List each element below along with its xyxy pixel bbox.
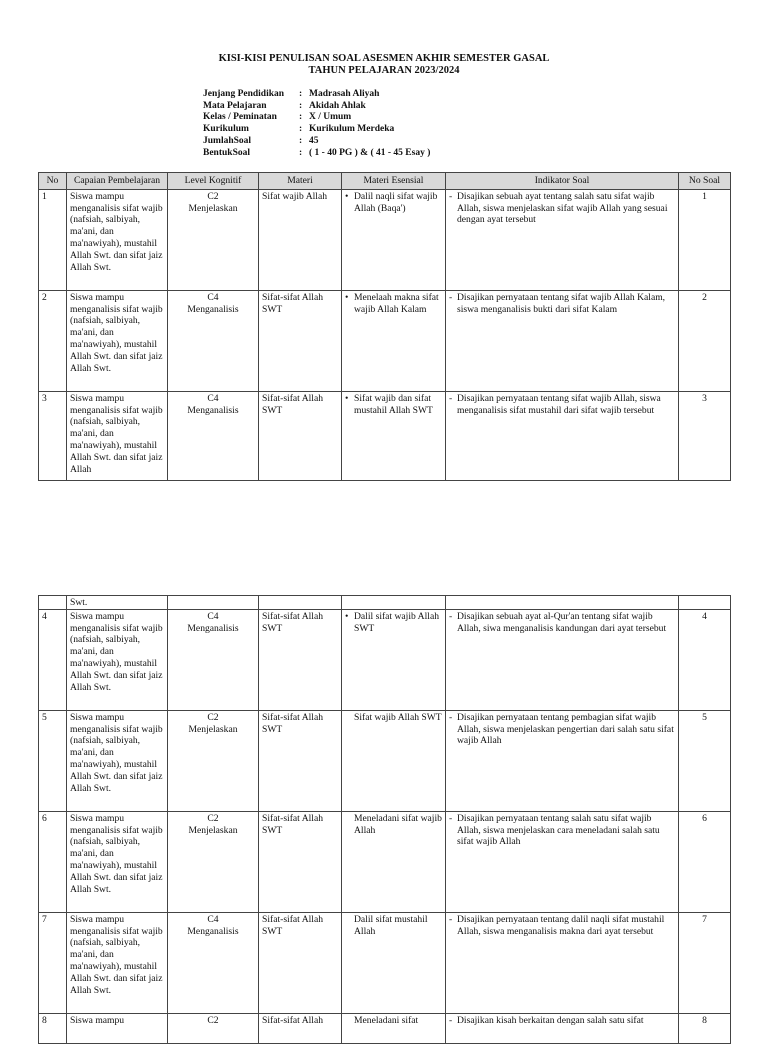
indikator-text: Disajikan pernyataan tentang sifat wajib Allah Kalam, siswa menganalisis bukti dari sifat Kalam xyxy=(457,291,666,315)
indikator-text: Disajikan sebuah ayat al-Qur'an tentang sifat wajib Allah, siwa menganalisis kandungan dari ayat tersebut xyxy=(457,610,667,634)
esensial-text: Menelaah makna sifat wajib Allah Kalam xyxy=(354,291,439,315)
level-name: Menganalisis xyxy=(187,404,239,416)
indikator-cell xyxy=(446,391,679,480)
meta-key: JumlahSoal xyxy=(203,135,252,146)
meta-colon: : xyxy=(299,112,303,123)
meta-value: Madrasah Aliyah xyxy=(309,89,380,99)
no-soal-cell: 6 xyxy=(679,811,731,912)
bullet-icon: • xyxy=(345,291,349,303)
level-cell xyxy=(168,609,259,710)
row-number: 3 xyxy=(39,391,67,480)
header-no: No xyxy=(39,173,67,190)
indikator-cell xyxy=(446,912,679,1013)
esensial-cell xyxy=(342,189,446,290)
meta-value: 45 xyxy=(309,135,319,146)
level-cell xyxy=(168,912,259,1013)
table-row xyxy=(39,1013,731,1043)
dash-marker: - xyxy=(449,610,453,622)
indikator-text: Disajikan kisah berkaitan dengan salah satu sifat xyxy=(457,1014,644,1026)
level-cell xyxy=(168,189,259,290)
row-number: 7 xyxy=(39,912,67,1013)
table-row xyxy=(39,811,731,912)
row-number: 8 xyxy=(39,1013,67,1043)
indikator-cell xyxy=(446,189,679,290)
esensial-cell xyxy=(342,912,446,1013)
table-row xyxy=(39,391,731,480)
indikator-cell xyxy=(446,290,679,391)
level-code: C4 xyxy=(207,913,219,925)
no-soal-cell: 5 xyxy=(679,710,731,811)
dash-marker: - xyxy=(449,913,453,925)
dash-marker: - xyxy=(449,392,453,404)
dash-marker: - xyxy=(449,711,453,723)
table-row xyxy=(39,912,731,1013)
meta-value: Akidah Ahlak xyxy=(309,100,366,111)
materi-cell: Sifat-sifat Allah SWT xyxy=(259,391,342,480)
esensial-text: Meneladani sifat xyxy=(354,1014,419,1026)
esensial-text: Sifat wajib Allah SWT xyxy=(354,711,442,723)
materi-cell: Sifat-sifat Allah xyxy=(259,1013,342,1043)
level-cell xyxy=(168,391,259,480)
level-code: C4 xyxy=(207,610,219,622)
document-subtitle: TAHUN PELAJARAN 2023/2024 xyxy=(308,65,460,76)
level-name: Menjelaskan xyxy=(188,824,238,836)
capaian-cell: Siswa mampu menganalisis sifat wajib (nafsiah, salbiyah, ma'ani, dan ma'nawiyah), mustahil Allah Swt. dan sifat jaiz Allah Swt. xyxy=(67,609,168,710)
meta-row xyxy=(203,112,430,124)
table-row xyxy=(39,189,731,290)
level-name: Menjelaskan xyxy=(188,202,238,214)
header-materi: Materi xyxy=(259,173,342,190)
bullet-icon: • xyxy=(345,392,349,404)
dash-marker: - xyxy=(449,1014,453,1026)
level-cell xyxy=(168,710,259,811)
meta-row xyxy=(203,148,430,160)
no-soal-cell: 7 xyxy=(679,912,731,1013)
capaian-cell: Siswa mampu menganalisis sifat wajib (nafsiah, salbiyah, ma'ani, dan ma'nawiyah), mustahil Allah Swt. dan sifat jaiz Allah Swt. xyxy=(67,290,168,391)
esensial-text: Sifat wajib dan sifat mustahil Allah SWT xyxy=(354,392,433,416)
level-code: C2 xyxy=(207,1014,219,1026)
materi-cell: Sifat-sifat Allah SWT xyxy=(259,290,342,391)
indikator-cell xyxy=(446,811,679,912)
bullet-icon: • xyxy=(345,190,349,202)
row-number: 6 xyxy=(39,811,67,912)
level-name: Menganalisis xyxy=(187,622,239,634)
meta-row xyxy=(203,136,430,148)
level-cell xyxy=(168,290,259,391)
no-soal-cell: 8 xyxy=(679,1013,731,1043)
indikator-cell xyxy=(446,710,679,811)
row-number: 4 xyxy=(39,609,67,710)
meta-value: X / Umum xyxy=(309,112,352,123)
meta-key: Kelas / Peminatan xyxy=(203,112,277,123)
esensial-cell xyxy=(342,609,446,710)
meta-value: Kurikulum Merdeka xyxy=(309,124,395,135)
table-row xyxy=(39,290,731,391)
capaian-cell: Siswa mampu menganalisis sifat wajib (nafsiah, salbiyah, ma'ani, dan ma'nawiyah), mustahil Allah Swt. dan sifat jaiz Allah Swt. xyxy=(67,811,168,912)
continuation-text: Swt. xyxy=(67,596,168,610)
indikator-cell xyxy=(446,609,679,710)
table-header-row xyxy=(39,173,731,190)
no-soal-cell: 4 xyxy=(679,609,731,710)
no-soal-cell: 1 xyxy=(679,189,731,290)
esensial-cell xyxy=(342,811,446,912)
row-number: 5 xyxy=(39,710,67,811)
materi-cell: Sifat wajib Allah xyxy=(259,189,342,290)
level-cell xyxy=(168,1013,259,1043)
kisi-kisi-table-page-1 xyxy=(38,172,731,481)
row-number: 2 xyxy=(39,290,67,391)
indikator-text: Disajikan sebuah ayat tentang salah satu sifat wajib Allah, siswa menjelaskan sifat wajib Allah yang sesuai dengan ayat tersebut xyxy=(457,190,668,226)
header-indikator: Indikator Soal xyxy=(446,173,679,190)
esensial-text: Dalil sifat mustahil Allah xyxy=(354,913,428,937)
meta-colon: : xyxy=(299,124,303,135)
meta-colon: : xyxy=(299,100,303,111)
level-code: C4 xyxy=(207,291,219,303)
dash-marker: - xyxy=(449,812,453,824)
meta-key: BentukSoal xyxy=(203,147,250,158)
level-name: Menjelaskan xyxy=(188,723,238,735)
indikator-text: Disajikan pernyataan tentang sifat wajib Allah, siswa menganalisis sifat mustahil dari sifat wajib tersebut xyxy=(457,392,661,416)
esensial-cell xyxy=(342,391,446,480)
indikator-text: Disajikan pernyataan tentang dalil naqli sifat mustahil Allah, siswa menganalisis makna dari ayat tersebut xyxy=(457,913,665,937)
meta-colon: : xyxy=(299,147,303,158)
meta-key: Mata Pelajaran xyxy=(203,100,267,111)
indikator-text: Disajikan pernyataan tentang salah satu sifat wajib Allah, siswa menjelaskan cara meneladani salah satu sifat wajib Allah xyxy=(457,812,660,848)
dash-marker: - xyxy=(449,291,453,303)
materi-cell: Sifat-sifat Allah SWT xyxy=(259,811,342,912)
meta-key: Jenjang Pendidikan xyxy=(203,89,285,99)
meta-colon: : xyxy=(299,89,303,99)
esensial-text: Meneladani sifat wajib Allah xyxy=(354,812,442,836)
no-soal-cell: 3 xyxy=(679,391,731,480)
capaian-cell: Siswa mampu menganalisis sifat wajib (nafsiah, salbiyah, ma'ani, dan ma'nawiyah), mustahil Allah Swt. dan sifat jaiz Allah xyxy=(67,391,168,480)
level-code: C2 xyxy=(207,812,219,824)
bullet-icon: • xyxy=(345,610,349,622)
header-level: Level Kognitif xyxy=(168,173,259,190)
capaian-cell: Siswa mampu menganalisis sifat wajib (nafsiah, salbiyah, ma'ani, dan ma'nawiyah), mustahil Allah Swt. dan sifat jaiz Allah Swt. xyxy=(67,189,168,290)
meta-value: ( 1 - 40 PG ) & ( 41 - 45 Esay ) xyxy=(309,147,431,158)
meta-row xyxy=(203,124,430,136)
esensial-text: Dalil sifat wajib Allah SWT xyxy=(354,610,439,634)
indikator-text: Disajikan pernyataan tentang pembagian sifat wajib Allah, siswa menjelaskan pengertian dari salah satu sifat wajib Allah xyxy=(457,711,674,747)
document-title: KISI-KISI PENULISAN SOAL ASESMEN AKHIR SEMESTER GASAL xyxy=(218,53,550,64)
kisi-kisi-table-page-2 xyxy=(38,595,731,1044)
materi-cell: Sifat-sifat Allah SWT xyxy=(259,710,342,811)
capaian-cell: Siswa mampu menganalisis sifat wajib (nafsiah, salbiyah, ma'ani, dan ma'nawiyah), mustahil Allah Swt. dan sifat jaiz Allah Swt. xyxy=(67,710,168,811)
capaian-cell: Siswa mampu menganalisis sifat wajib (nafsiah, salbiyah, ma'ani, dan ma'nawiyah), mustahil Allah Swt. dan sifat jaiz Allah Swt. xyxy=(67,912,168,1013)
header-no-soal: No Soal xyxy=(679,173,731,190)
row-number: 1 xyxy=(39,189,67,290)
level-name: Menganalisis xyxy=(187,303,239,315)
esensial-cell xyxy=(342,290,446,391)
level-name: Menganalisis xyxy=(187,925,239,937)
esensial-text: Dalil naqli sifat wajib Allah (Baqa') xyxy=(354,190,438,214)
dash-marker: - xyxy=(449,190,453,202)
esensial-cell xyxy=(342,1013,446,1043)
table-row xyxy=(39,710,731,811)
meta-colon: : xyxy=(299,135,303,146)
no-soal-cell: 2 xyxy=(679,290,731,391)
indikator-cell xyxy=(446,1013,679,1043)
header-materi-esensial: Materi Esensial xyxy=(342,173,446,190)
meta-row xyxy=(203,89,430,101)
materi-cell: Sifat-sifat Allah SWT xyxy=(259,912,342,1013)
level-code: C2 xyxy=(207,711,219,723)
meta-key: Kurikulum xyxy=(203,124,249,135)
capaian-cell: Siswa mampu xyxy=(67,1013,168,1043)
esensial-cell xyxy=(342,710,446,811)
header-capaian: Capaian Pembelajaran xyxy=(67,173,168,190)
continuation-row xyxy=(39,596,731,610)
level-cell xyxy=(168,811,259,912)
level-code: C4 xyxy=(207,392,219,404)
level-code: C2 xyxy=(207,190,219,202)
meta-row xyxy=(203,101,430,113)
materi-cell: Sifat-sifat Allah SWT xyxy=(259,609,342,710)
table-row xyxy=(39,609,731,710)
identity-block xyxy=(203,89,430,159)
